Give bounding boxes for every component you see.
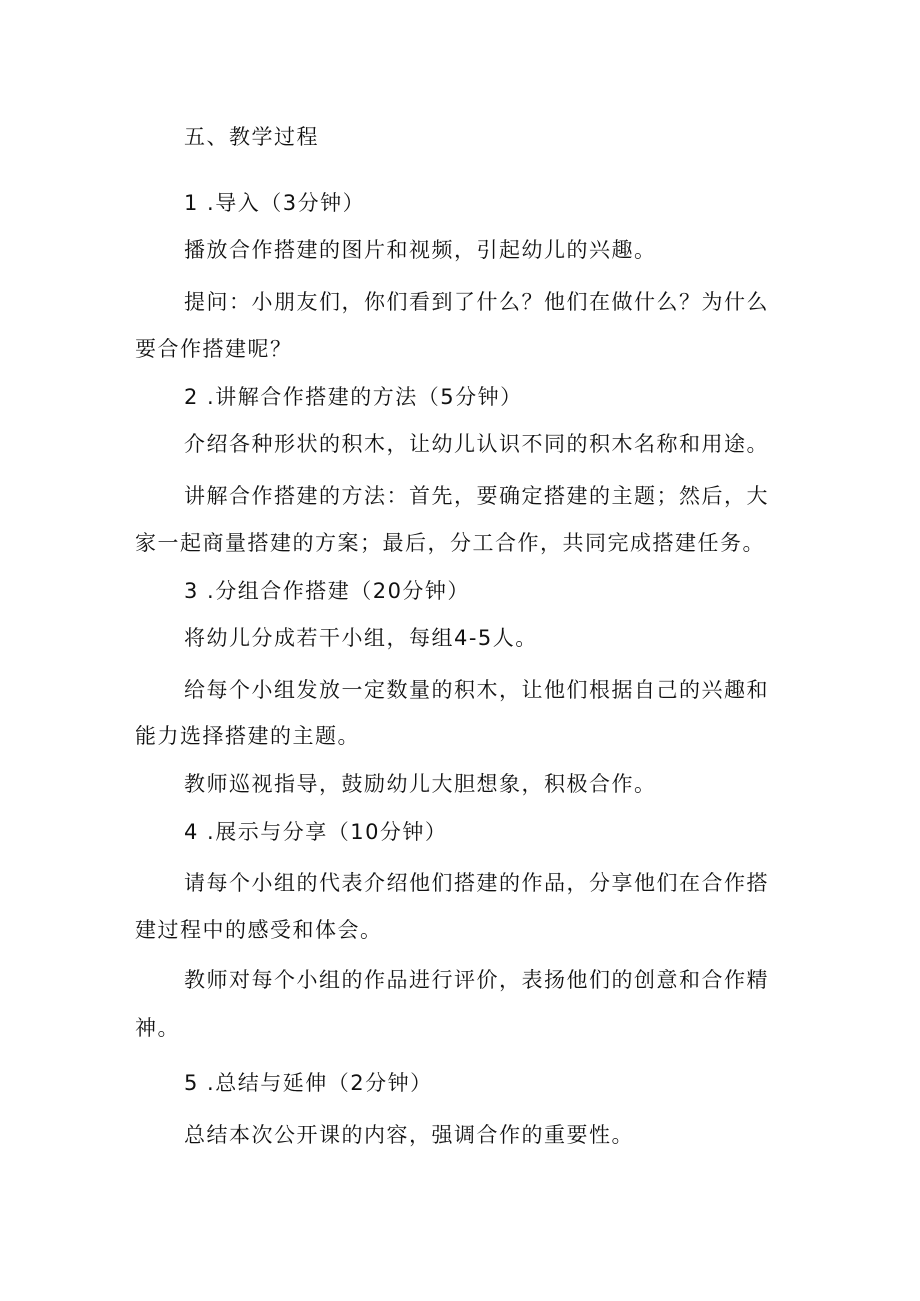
step-4-paragraph-2-line-2: 神。 [135, 1016, 180, 1040]
step-2-title: 2 .讲解合作搭建的方法（5分钟） [184, 385, 523, 409]
step-1-paragraph-2-line-1: 提问：小朋友们，你们看到了什么？他们在做什么？为什么 [184, 290, 769, 314]
step-4-paragraph-1-line-2: 建过程中的感受和体会。 [135, 918, 383, 942]
step-3-title: 3 .分组合作搭建（20分钟） [184, 579, 470, 603]
step-3-paragraph-3: 教师巡视指导，鼓励幼儿大胆想象，积极合作。 [184, 772, 657, 796]
step-1-paragraph-2-line-2: 要合作搭建呢？ [135, 337, 293, 361]
section-heading: 五、教学过程 [184, 125, 319, 149]
step-2-paragraph-1: 介绍各种形状的积木，让幼儿认识不同的积木名称和用途。 [184, 432, 769, 456]
step-2-paragraph-2-line-2: 家一起商量搭建的方案；最后，分工合作，共同完成搭建任务。 [135, 531, 765, 555]
step-1-title: 1 .导入（3分钟） [184, 191, 366, 215]
step-5-title: 5 .总结与延伸（2分钟） [184, 1071, 433, 1095]
step-3-paragraph-2-line-1: 给每个小组发放一定数量的积木，让他们根据自己的兴趣和 [184, 678, 769, 702]
step-1-paragraph-1: 播放合作搭建的图片和视频，引起幼儿的兴趣。 [184, 238, 657, 262]
step-4-title: 4 .展示与分享（10分钟） [184, 820, 448, 844]
step-4-paragraph-2-line-1: 教师对每个小组的作品进行评价，表扬他们的创意和合作精 [184, 968, 769, 992]
step-3-paragraph-1: 将幼儿分成若干小组，每组4-5人。 [184, 626, 538, 650]
step-3-paragraph-2-line-2: 能力选择搭建的主题。 [135, 724, 360, 748]
step-4-paragraph-1-line-1: 请每个小组的代表介绍他们搭建的作品，分享他们在合作搭 [184, 871, 769, 895]
step-2-paragraph-2-line-1: 讲解合作搭建的方法：首先，要确定搭建的主题；然后，大 [184, 484, 769, 508]
step-5-paragraph-1: 总结本次公开课的内容，强调合作的重要性。 [184, 1123, 634, 1147]
